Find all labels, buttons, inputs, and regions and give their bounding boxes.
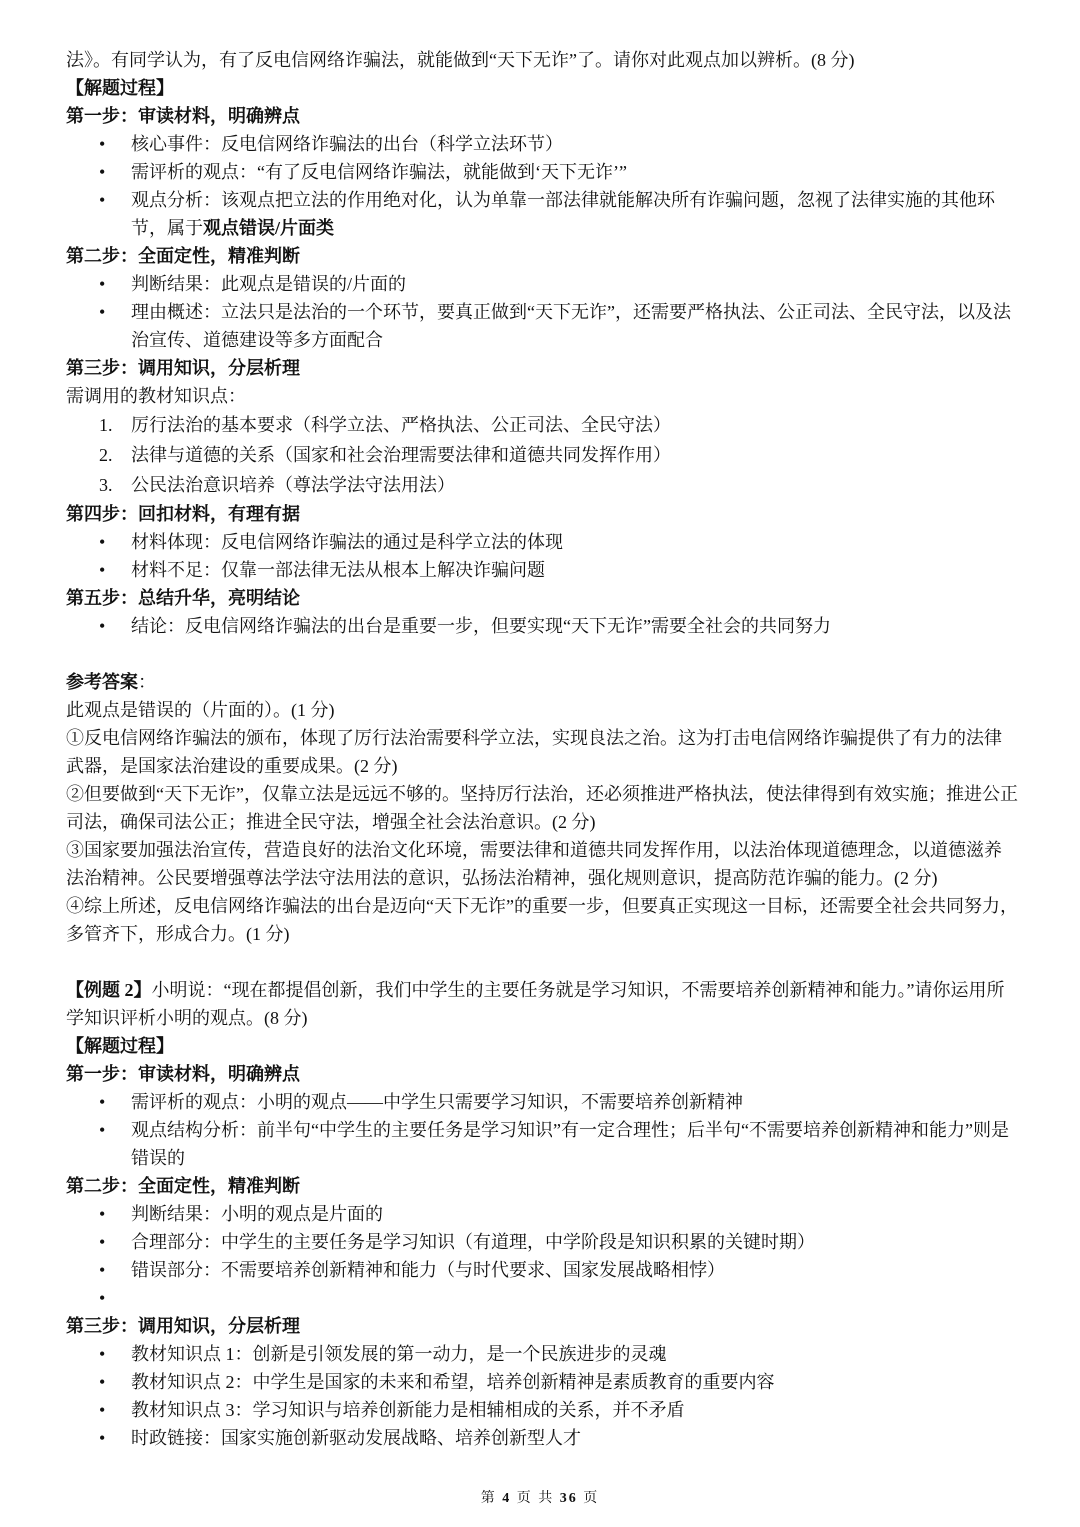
bullet-text: 教材知识点 2：中学生是国家的未来和希望，培养创新精神是素质教育的重要内容 [131,1372,775,1392]
bullet-item [66,612,1018,640]
bullet-marker: • [99,162,106,182]
footer-suffix: 页 [583,1491,600,1506]
section-heading [66,354,1018,382]
paragraph [66,780,1018,836]
bullet-marker: • [99,616,106,636]
document-body [66,46,1018,1452]
bullet-text: 材料体现：反电信网络诈骗法的通过是科学立法的体现 [131,532,563,552]
bullet-marker: • [99,1204,106,1224]
total-page-count: 36 [559,1491,578,1506]
section-heading [66,584,1018,612]
paragraph-lead: 【例题 2】 [66,980,152,1000]
bullet-marker: • [99,1372,106,1392]
numbered-item [66,410,1018,440]
bullet-item [66,130,1018,158]
blank-line [66,640,1018,668]
numbered-item [66,470,1018,500]
heading-text: 第二步：全面定性，精准判断 [66,246,300,266]
paragraph-text: 法》。有同学认为，有了反电信网络诈骗法，就能做到“天下无诈”了。请你对此观点加以辨析。(8 分) [66,50,855,70]
heading-text: 第一步：审读材料，明确辨点 [66,1064,300,1084]
paragraph [66,892,1018,948]
numbered-text: 公民法治意识培养（尊法学法守法用法） [131,475,455,495]
paragraph-text: ①反电信网络诈骗法的颁布，体现了厉行法治需要科学立法，实现良法之治。这为打击电信网络诈骗提供了有力的法律武器，是国家法治建设的重要成果。(2 分) [66,728,1002,776]
bullet-marker: • [99,1288,106,1308]
bullet-item [66,1228,1018,1256]
bullet-text: 教材知识点 3：学习知识与培养创新能力是相辅相成的关系，并不矛盾 [131,1400,685,1420]
section-heading [66,1172,1018,1200]
paragraph-text: ④综上所述，反电信网络诈骗法的出台是迈向“天下无诈”的重要一步，但要真正实现这一目标，还需要全社会共同努力，多管齐下，形成合力。(1 分) [66,896,1018,944]
paragraph [66,382,1018,410]
heading-text: 第三步：调用知识，分层析理 [66,358,300,378]
bullet-marker: • [99,302,106,322]
heading-text: 第二步：全面定性，精准判断 [66,1176,300,1196]
bullet-item [66,1340,1018,1368]
bullet-item [66,1284,1018,1312]
bullet-bold-text: 观点错误/片面类 [203,218,335,238]
number-marker: 1. [99,415,113,435]
bullet-text: 需评析的观点：小明的观点——中学生只需要学习知识，不需要培养创新精神 [131,1092,743,1112]
bullet-item [66,298,1018,354]
heading-text: 第四步：回扣材料，有理有据 [66,504,300,524]
blank-line [66,948,1018,976]
bullet-marker: • [99,190,106,210]
heading-text: 参考答案 [66,672,138,692]
paragraph [66,976,1018,1032]
bullet-text: 教材知识点 1：创新是引领发展的第一动力，是一个民族进步的灵魂 [131,1344,667,1364]
bullet-text: 观点分析：该观点把立法的作用绝对化，认为单靠一部法律就能解决所有诈骗问题，忽视了法律实施的其他环节，属于 [131,190,995,238]
number-marker: 2. [99,445,113,465]
paragraph-text: 此观点是错误的（片面的）。(1 分) [66,700,335,720]
bullet-item [66,1088,1018,1116]
bullet-marker: • [99,134,106,154]
paragraph-text: ②但要做到“天下无诈”，仅靠立法是远远不够的。坚持厉行法治，还必须推进严格执法，使法律得到有效实施；推进公正司法，确保司法公正；推进全民守法，增强全社会法治意识。(2 分) [66,784,1018,832]
page-footer [0,1487,1080,1507]
bullet-marker: • [99,1344,106,1364]
bullet-marker: • [99,274,106,294]
heading-suffix: ： [138,672,156,692]
footer-prefix: 第 [480,1491,497,1506]
bullet-item [66,1368,1018,1396]
bullet-text: 核心事件：反电信网络诈骗法的出台（科学立法环节） [131,134,563,154]
bullet-item [66,186,1018,242]
bullet-marker: • [99,532,106,552]
bullet-text: 需评析的观点：“有了反电信网络诈骗法，就能做到‘天下无诈’” [131,162,627,182]
bullet-item [66,1424,1018,1452]
heading-text: 第三步：调用知识，分层析理 [66,1316,300,1336]
bullet-text: 理由概述：立法只是法治的一个环节，要真正做到“天下无诈”，还需要严格执法、公正司法、全民守法，以及法治宣传、道德建设等多方面配合 [131,302,1011,350]
section-heading [66,74,1018,102]
section-heading [66,102,1018,130]
section-heading [66,1032,1018,1060]
bullet-text: 材料不足：仅靠一部法律无法从根本上解决诈骗问题 [131,560,545,580]
section-heading [66,668,1018,696]
paragraph-text: 需调用的教材知识点： [66,386,246,406]
bullet-item [66,1200,1018,1228]
bullet-item [66,556,1018,584]
bullet-item [66,1396,1018,1424]
bullet-text: 观点结构分析：前半句“中学生的主要任务是学习知识”有一定合理性；后半句“不需要培养创新精神和能力”则是错误的 [131,1120,1009,1168]
paragraph [66,696,1018,724]
bullet-text: 判断结果：此观点是错误的/片面的 [131,274,406,294]
bullet-marker: • [99,560,106,580]
number-marker: 3. [99,475,113,495]
bullet-marker: • [99,1120,106,1140]
bullet-text: 判断结果：小明的观点是片面的 [131,1204,383,1224]
section-heading [66,1312,1018,1340]
numbered-text: 厉行法治的基本要求（科学立法、严格执法、公正司法、全民守法） [131,415,671,435]
numbered-item [66,440,1018,470]
bullet-item [66,1256,1018,1284]
bullet-marker: • [99,1092,106,1112]
paragraph [66,724,1018,780]
paragraph-text: ③国家要加强法治宣传，营造良好的法治文化环境，需要法律和道德共同发挥作用，以法治体现道德理念，以道德滋养法治精神。公民要增强尊法学法守法用法的意识，弘扬法治精神，强化规则意识，提高防范诈骗的能力。(2 分) [66,840,1002,888]
heading-text: 第一步：审读材料，明确辨点 [66,106,300,126]
bullet-item [66,528,1018,556]
paragraph-text: 小明说：“现在都提倡创新，我们中学生的主要任务就是学习知识，不需要培养创新精神和能力。”请你运用所学知识评析小明的观点。(8 分) [66,980,1005,1028]
bullet-item [66,158,1018,186]
bullet-marker: • [99,1428,106,1448]
bullet-marker: • [99,1260,106,1280]
bullet-marker: • [99,1232,106,1252]
section-heading [66,500,1018,528]
bullet-marker: • [99,1400,106,1420]
paragraph [66,46,1018,74]
bullet-text: 结论：反电信网络诈骗法的出台是重要一步，但要实现“天下无诈”需要全社会的共同努力 [131,616,831,636]
numbered-text: 法律与道德的关系（国家和社会治理需要法律和道德共同发挥作用） [131,445,671,465]
section-heading [66,242,1018,270]
bullet-text: 时政链接：国家实施创新驱动发展战略、培养创新型人才 [131,1428,581,1448]
heading-text: 【解题过程】 [66,78,174,98]
paragraph [66,836,1018,892]
heading-text: 第五步：总结升华，亮明结论 [66,588,300,608]
current-page-number: 4 [502,1491,512,1506]
bullet-text: 合理部分：中学生的主要任务是学习知识（有道理，中学阶段是知识积累的关键时期） [131,1232,815,1252]
heading-text: 【解题过程】 [66,1036,174,1056]
bullet-item [66,1116,1018,1172]
footer-middle: 页 共 [516,1491,555,1506]
bullet-text: 错误部分：不需要培养创新精神和能力（与时代要求、国家发展战略相悖） [131,1260,725,1280]
section-heading [66,1060,1018,1088]
bullet-item [66,270,1018,298]
